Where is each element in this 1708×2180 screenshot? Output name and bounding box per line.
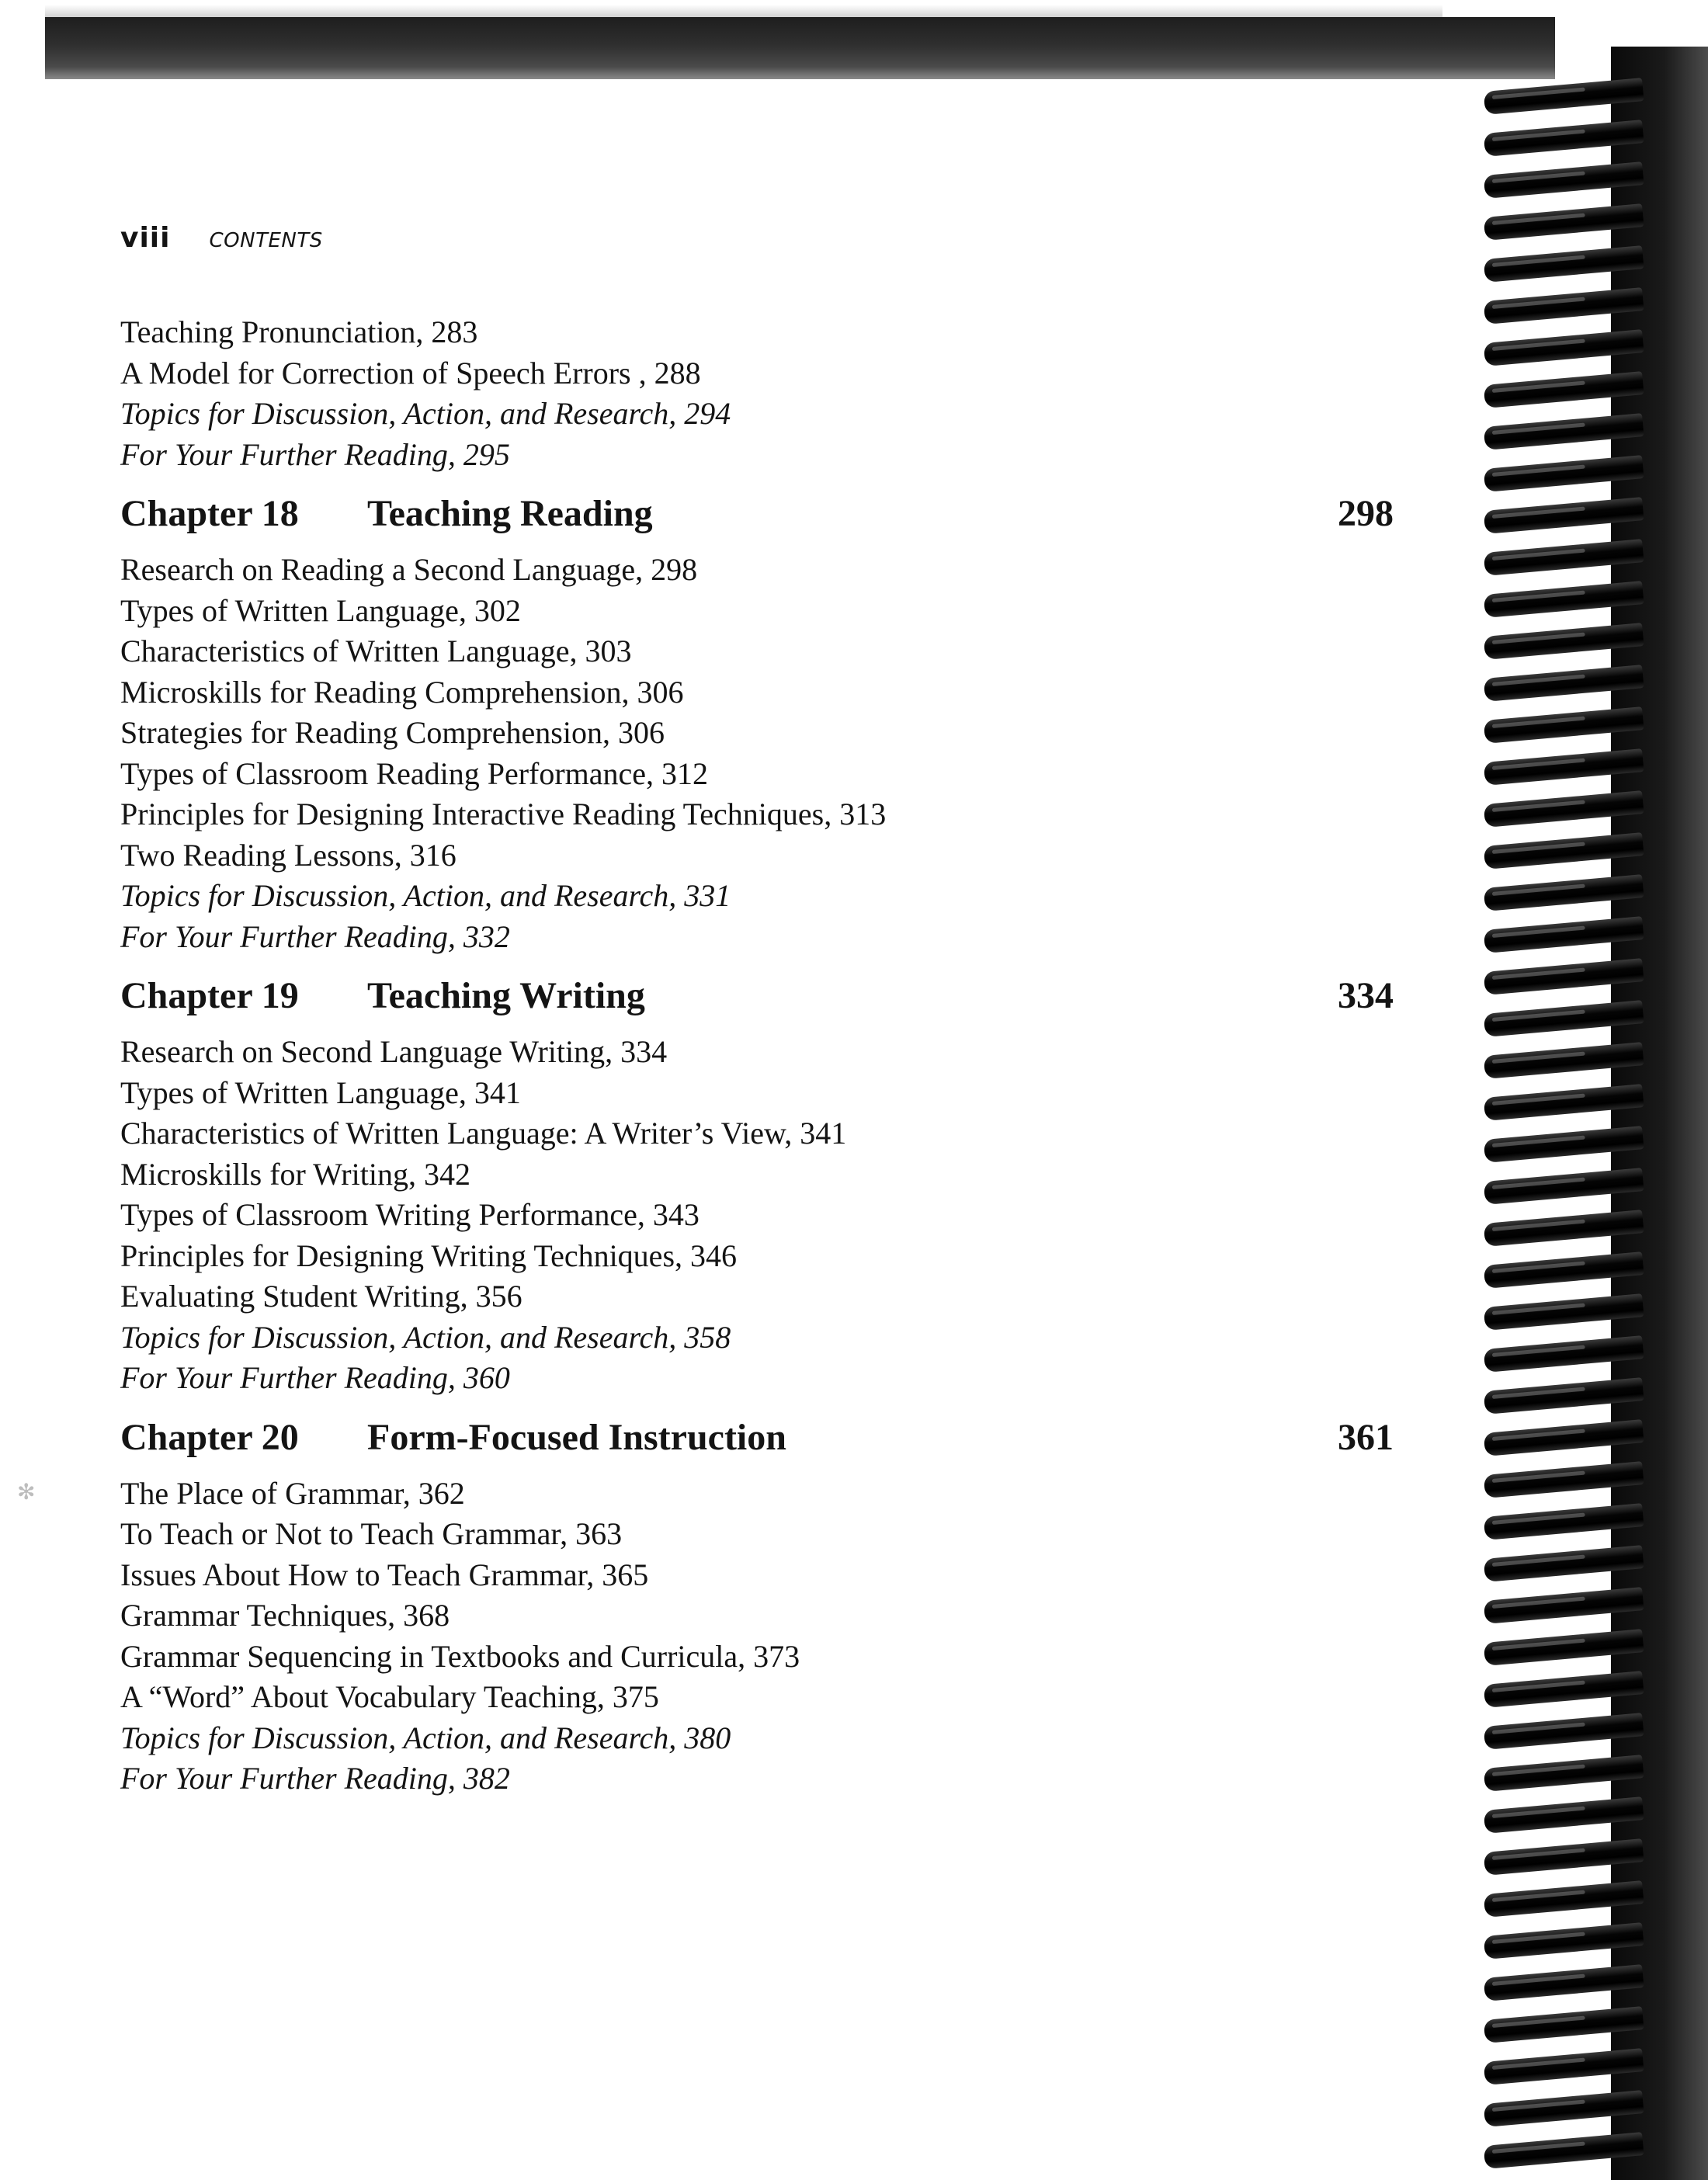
page-header xyxy=(120,222,323,261)
chapter-page-number: 361 xyxy=(1338,1416,1394,1458)
toc-entry: Topics for Discussion, Action, and Research, 331 xyxy=(120,878,731,913)
chapter-page-number: 334 xyxy=(1338,975,1394,1016)
toc-entry: The Place of Grammar, 362 xyxy=(120,1475,465,1511)
toc-entry: Two Reading Lessons, 316 xyxy=(120,837,457,873)
toc-entry: Types of Classroom Reading Performance, 312 xyxy=(120,755,709,791)
toc-entry: Types of Classroom Writing Performance, 343 xyxy=(120,1197,700,1232)
page-number: viii xyxy=(120,222,171,254)
toc-entry: Principles for Designing Interactive Reading Techniques, 313 xyxy=(120,797,887,831)
toc-entry: For Your Further Reading, 332 xyxy=(120,918,510,954)
chapter-entries xyxy=(120,550,1394,957)
toc-entry: Characteristics of Written Language: A Writer’s View, 341 xyxy=(120,1116,847,1151)
toc-entry: Teaching Pronunciation, 283 xyxy=(120,314,478,349)
chapter-entries xyxy=(120,1474,1394,1800)
toc-entry: Topics for Discussion, Action, and Research, 294 xyxy=(120,396,731,431)
intro-entries xyxy=(120,312,1394,475)
toc-entry: To Teach or Not to Teach Grammar, 363 xyxy=(120,1516,623,1551)
toc-entry: Research on Reading a Second Language, 298 xyxy=(120,552,698,587)
table-of-contents xyxy=(120,312,1394,1800)
toc-entry: Principles for Designing Writing Techniques, 346 xyxy=(120,1238,738,1273)
chapter-heading xyxy=(120,492,1394,536)
toc-entry: Grammar Techniques, 368 xyxy=(120,1598,450,1633)
chapter-entries xyxy=(120,1032,1394,1399)
chapter-title: Form-Focused Instruction xyxy=(367,1416,786,1458)
toc-entry: Types of Written Language, 302 xyxy=(120,592,521,628)
toc-entry: Research on Second Language Writing, 334 xyxy=(120,1034,668,1069)
toc-entry: Strategies for Reading Comprehension, 306 xyxy=(120,715,665,750)
toc-entry: Issues About How to Teach Grammar, 365 xyxy=(120,1557,649,1592)
chapter-number: Chapter 19 xyxy=(120,975,299,1016)
toc-entry: Topics for Discussion, Action, and Research, 358 xyxy=(120,1319,731,1355)
chapter-heading xyxy=(120,1416,1394,1460)
toc-entry: Microskills for Reading Comprehension, 306 xyxy=(120,674,684,710)
chapter-number: Chapter 18 xyxy=(120,493,299,534)
toc-entry: Types of Written Language, 341 xyxy=(120,1074,521,1110)
scan-top-shadow xyxy=(45,17,1555,79)
toc-entry: A Model for Correction of Speech Errors , 288 xyxy=(120,355,701,391)
scan-speck: ✻ xyxy=(17,1479,36,1505)
toc-entry: Characteristics of Written Language, 303 xyxy=(120,634,632,668)
toc-entry: Evaluating Student Writing, 356 xyxy=(120,1279,522,1314)
toc-entry: Microskills for Writing, 342 xyxy=(120,1156,470,1192)
chapter-number: Chapter 20 xyxy=(120,1416,299,1458)
chapter-title: Teaching Writing xyxy=(367,975,645,1016)
toc-entry: For Your Further Reading, 382 xyxy=(120,1761,510,1796)
toc-entry: For Your Further Reading, 360 xyxy=(120,1360,510,1395)
chapter-title: Teaching Reading xyxy=(367,493,653,534)
chapter-heading xyxy=(120,974,1394,1018)
toc-entry: For Your Further Reading, 295 xyxy=(120,436,510,472)
toc-entry: A “Word” About Vocabulary Teaching, 375 xyxy=(120,1679,659,1714)
toc-entry: Grammar Sequencing in Textbooks and Curricula, 373 xyxy=(120,1638,800,1674)
chapter-page-number: 298 xyxy=(1338,493,1394,534)
toc-entry: Topics for Discussion, Action, and Research, 380 xyxy=(120,1720,731,1755)
running-head: CONTENTS xyxy=(209,229,323,252)
